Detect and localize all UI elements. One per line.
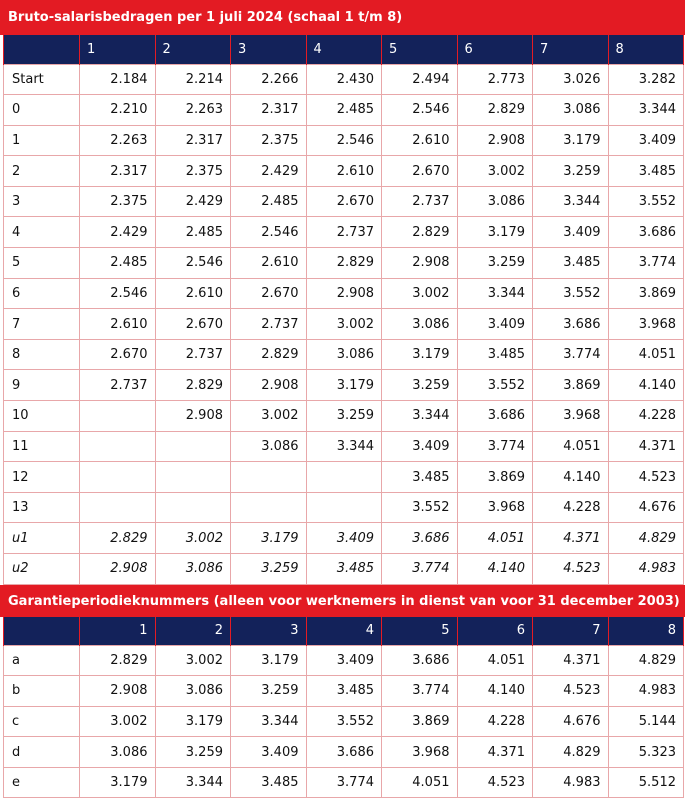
table-cell: 3.259: [231, 554, 307, 585]
table-cell: 3.179: [533, 125, 609, 156]
table-row: [4, 248, 684, 279]
table-cell: 2.263: [155, 95, 231, 126]
table-cell: [80, 492, 156, 523]
table-cell: 2.773: [457, 64, 533, 95]
row-label: b: [4, 676, 80, 707]
table-cell: 3.774: [382, 676, 458, 707]
table-row: [4, 156, 684, 187]
table-cell: 3.344: [533, 186, 609, 217]
table-cell: 3.686: [306, 737, 382, 768]
table-cell: 2.266: [231, 64, 307, 95]
table-cell: 3.869: [533, 370, 609, 401]
row-label: 10: [4, 401, 80, 432]
table-cell: 3.282: [608, 64, 684, 95]
table-cell: 2.546: [231, 217, 307, 248]
row-label: 7: [4, 309, 80, 340]
header-cell-scale-5: 5: [382, 35, 458, 64]
row-label: 9: [4, 370, 80, 401]
table-cell: 4.228: [608, 401, 684, 432]
table-cell: 2.485: [231, 186, 307, 217]
table-row: [4, 492, 684, 523]
table-row: [4, 186, 684, 217]
table-row: [4, 737, 684, 768]
table-cell: 3.552: [608, 186, 684, 217]
table-cell: 3.086: [80, 737, 156, 768]
table-cell: [80, 401, 156, 432]
row-label: 13: [4, 492, 80, 523]
table-cell: 2.429: [155, 186, 231, 217]
table-cell: 2.829: [155, 370, 231, 401]
table-cell: [80, 462, 156, 493]
table-cell: 2.829: [80, 645, 156, 676]
header-cell-scale-8: 8: [608, 35, 684, 64]
table-cell: 3.774: [382, 554, 458, 585]
table-cell: 4.051: [608, 339, 684, 370]
row-label: 1: [4, 125, 80, 156]
table-cell: 2.737: [306, 217, 382, 248]
table-cell: 2.737: [80, 370, 156, 401]
table-row: [4, 217, 684, 248]
header-cell-scale-4: 4: [306, 617, 382, 645]
header-cell-scale-1: 1: [80, 35, 156, 64]
table-cell: 3.485: [306, 676, 382, 707]
guarantee-table-title: Garantieperiodieknummers (alleen voor werknemers in dienst van voor 31 december 2003): [0, 585, 685, 617]
table-cell: 3.002: [306, 309, 382, 340]
table-cell: 4.140: [608, 370, 684, 401]
table-cell: 3.002: [231, 401, 307, 432]
table-cell: 2.184: [80, 64, 156, 95]
table-row: [4, 554, 684, 585]
table-cell: 2.737: [382, 186, 458, 217]
table-cell: 2.485: [80, 248, 156, 279]
table-row: [4, 125, 684, 156]
table-cell: 3.774: [457, 431, 533, 462]
header-cell-scale-2: 2: [155, 35, 231, 64]
table-cell: 3.485: [533, 248, 609, 279]
table-row: [4, 523, 684, 554]
table-cell: 3.485: [231, 767, 307, 798]
table-cell: 2.610: [231, 248, 307, 279]
table-cell: 2.908: [457, 125, 533, 156]
table-row: [4, 401, 684, 432]
table-cell: 4.228: [533, 492, 609, 523]
table-cell: 4.523: [533, 676, 609, 707]
guarantee-table: [3, 617, 684, 798]
row-label: 11: [4, 431, 80, 462]
table-cell: 3.344: [231, 706, 307, 737]
table-cell: 3.344: [608, 95, 684, 126]
table-header-row: [4, 617, 684, 645]
table-cell: 4.051: [457, 645, 533, 676]
table-cell: 3.552: [382, 492, 458, 523]
table-cell: 3.774: [306, 767, 382, 798]
table-row: [4, 645, 684, 676]
table-cell: 2.829: [306, 248, 382, 279]
table-cell: 3.968: [608, 309, 684, 340]
table-cell: 4.228: [457, 706, 533, 737]
table-cell: 4.523: [608, 462, 684, 493]
table-cell: 2.610: [80, 309, 156, 340]
table-cell: 2.546: [382, 95, 458, 126]
table-cell: 4.829: [608, 645, 684, 676]
table-cell: 3.686: [382, 523, 458, 554]
row-label: a: [4, 645, 80, 676]
table-cell: 4.523: [533, 554, 609, 585]
table-cell: 2.214: [155, 64, 231, 95]
header-cell-scale-6: 6: [457, 35, 533, 64]
table-row: [4, 278, 684, 309]
table-cell: 2.485: [306, 95, 382, 126]
row-label: Start: [4, 64, 80, 95]
table-cell: 3.409: [306, 645, 382, 676]
table-cell: 2.429: [231, 156, 307, 187]
table-cell: 3.344: [382, 401, 458, 432]
table-cell: 2.829: [457, 95, 533, 126]
table-cell: [80, 431, 156, 462]
table-cell: 2.546: [80, 278, 156, 309]
table-cell: 5.323: [608, 737, 684, 768]
row-label: e: [4, 767, 80, 798]
table-cell: 2.908: [382, 248, 458, 279]
table-cell: 2.375: [80, 186, 156, 217]
header-cell-scale-3: 3: [231, 617, 307, 645]
table-cell: 3.409: [533, 217, 609, 248]
table-cell: 3.552: [306, 706, 382, 737]
table-cell: 3.344: [306, 431, 382, 462]
table-cell: [306, 492, 382, 523]
table-cell: 3.409: [231, 737, 307, 768]
table-cell: 2.670: [382, 156, 458, 187]
table-cell: 4.051: [382, 767, 458, 798]
table-cell: 3.774: [608, 248, 684, 279]
table-cell: 3.485: [457, 339, 533, 370]
table-cell: 3.485: [306, 554, 382, 585]
table-cell: 4.829: [608, 523, 684, 554]
table-cell: 2.546: [155, 248, 231, 279]
table-cell: 3.552: [457, 370, 533, 401]
table-cell: 4.371: [533, 523, 609, 554]
table-cell: 2.908: [155, 401, 231, 432]
table-row: [4, 309, 684, 340]
table-cell: 2.494: [382, 64, 458, 95]
table-row: [4, 767, 684, 798]
table-cell: 2.737: [155, 339, 231, 370]
table-cell: 4.983: [608, 676, 684, 707]
table-cell: 3.968: [533, 401, 609, 432]
table-cell: 4.676: [608, 492, 684, 523]
table-cell: 3.409: [306, 523, 382, 554]
table-cell: 3.086: [231, 431, 307, 462]
table-cell: 3.259: [382, 370, 458, 401]
table-cell: [306, 462, 382, 493]
table-cell: 3.485: [382, 462, 458, 493]
table-cell: 4.676: [533, 706, 609, 737]
table-row: [4, 370, 684, 401]
table-cell: 3.002: [155, 645, 231, 676]
table-cell: 4.051: [533, 431, 609, 462]
row-label: 3: [4, 186, 80, 217]
table-cell: 3.686: [382, 645, 458, 676]
table-row: [4, 339, 684, 370]
table-cell: 2.908: [80, 554, 156, 585]
row-label: 4: [4, 217, 80, 248]
table-row: [4, 462, 684, 493]
table-cell: 3.179: [231, 523, 307, 554]
table-cell: 2.670: [231, 278, 307, 309]
table-cell: 4.140: [457, 554, 533, 585]
table-cell: 3.179: [306, 370, 382, 401]
table-cell: 2.263: [80, 125, 156, 156]
table-cell: 3.259: [231, 676, 307, 707]
table-cell: [155, 462, 231, 493]
table-cell: 3.869: [608, 278, 684, 309]
table-cell: 2.210: [80, 95, 156, 126]
table-cell: 3.179: [382, 339, 458, 370]
table-cell: 3.686: [457, 401, 533, 432]
table-cell: 3.086: [155, 676, 231, 707]
table-cell: [155, 492, 231, 523]
table-cell: 3.409: [608, 125, 684, 156]
table-cell: 2.317: [80, 156, 156, 187]
table-cell: 3.259: [155, 737, 231, 768]
table-cell: 2.908: [306, 278, 382, 309]
table-row: [4, 706, 684, 737]
header-cell-scale-4: 4: [306, 35, 382, 64]
header-cell-scale-7: 7: [533, 617, 609, 645]
table-cell: 3.086: [382, 309, 458, 340]
table-cell: 3.344: [457, 278, 533, 309]
table-cell: 2.610: [382, 125, 458, 156]
row-label: 2: [4, 156, 80, 187]
table-cell: 2.670: [155, 309, 231, 340]
row-label: d: [4, 737, 80, 768]
table-cell: 3.086: [306, 339, 382, 370]
table-cell: 2.610: [155, 278, 231, 309]
table-cell: 3.026: [533, 64, 609, 95]
table-cell: 4.371: [457, 737, 533, 768]
table-cell: 4.140: [457, 676, 533, 707]
table-cell: 4.829: [533, 737, 609, 768]
row-label: 12: [4, 462, 80, 493]
salary-table: [3, 35, 684, 585]
row-label: u1: [4, 523, 80, 554]
table-cell: 2.485: [155, 217, 231, 248]
table-cell: 3.968: [382, 737, 458, 768]
row-label: 6: [4, 278, 80, 309]
table-cell: [155, 431, 231, 462]
table-cell: 2.908: [231, 370, 307, 401]
table-cell: 3.179: [155, 706, 231, 737]
table-cell: 2.610: [306, 156, 382, 187]
header-cell-scale-8: 8: [608, 617, 684, 645]
table-cell: [231, 462, 307, 493]
table-cell: 3.259: [306, 401, 382, 432]
table-cell: 3.686: [608, 217, 684, 248]
table-cell: 3.179: [80, 767, 156, 798]
table-cell: 2.429: [80, 217, 156, 248]
table-cell: 2.546: [306, 125, 382, 156]
row-label: c: [4, 706, 80, 737]
header-cell-scale-2: 2: [155, 617, 231, 645]
table-cell: 4.983: [608, 554, 684, 585]
table-cell: 2.670: [80, 339, 156, 370]
header-cell-blank: [4, 617, 80, 645]
row-label: 0: [4, 95, 80, 126]
header-cell-scale-1: 1: [80, 617, 156, 645]
table-cell: 2.375: [155, 156, 231, 187]
table-cell: 2.430: [306, 64, 382, 95]
table-cell: 3.179: [231, 645, 307, 676]
table-cell: 2.670: [306, 186, 382, 217]
header-cell-blank: [4, 35, 80, 64]
header-cell-scale-6: 6: [457, 617, 533, 645]
table-cell: 3.686: [533, 309, 609, 340]
table-cell: 3.002: [382, 278, 458, 309]
row-label: 5: [4, 248, 80, 279]
table-cell: 3.869: [457, 462, 533, 493]
table-cell: 3.259: [457, 248, 533, 279]
table-cell: 4.140: [533, 462, 609, 493]
table-row: [4, 431, 684, 462]
table-cell: 2.317: [231, 95, 307, 126]
table-cell: 3.002: [155, 523, 231, 554]
table-cell: 3.344: [155, 767, 231, 798]
table-cell: 3.485: [608, 156, 684, 187]
table-cell: 3.409: [382, 431, 458, 462]
salary-table-title: Bruto-salarisbedragen per 1 juli 2024 (schaal 1 t/m 8): [0, 0, 685, 35]
table-cell: 3.259: [533, 156, 609, 187]
row-label: u2: [4, 554, 80, 585]
table-cell: 5.512: [608, 767, 684, 798]
table-cell: 3.086: [533, 95, 609, 126]
table-cell: 3.086: [457, 186, 533, 217]
table-cell: 3.002: [80, 706, 156, 737]
table-cell: 2.829: [382, 217, 458, 248]
table-cell: [231, 492, 307, 523]
header-cell-scale-3: 3: [231, 35, 307, 64]
header-cell-scale-7: 7: [533, 35, 609, 64]
table-cell: 4.983: [533, 767, 609, 798]
table-cell: 3.002: [457, 156, 533, 187]
table-cell: 3.774: [533, 339, 609, 370]
table-cell: 3.086: [155, 554, 231, 585]
table-row: [4, 64, 684, 95]
table-cell: 4.371: [533, 645, 609, 676]
table-cell: 3.869: [382, 706, 458, 737]
table-cell: 3.552: [533, 278, 609, 309]
row-label: 8: [4, 339, 80, 370]
header-cell-scale-5: 5: [382, 617, 458, 645]
table-cell: 3.968: [457, 492, 533, 523]
table-cell: 5.144: [608, 706, 684, 737]
table-cell: 3.409: [457, 309, 533, 340]
table-cell: 4.523: [457, 767, 533, 798]
table-cell: 4.371: [608, 431, 684, 462]
table-row: [4, 95, 684, 126]
table-cell: 2.829: [231, 339, 307, 370]
table-cell: 2.375: [231, 125, 307, 156]
table-cell: 2.737: [231, 309, 307, 340]
table-cell: 2.908: [80, 676, 156, 707]
table-cell: 2.317: [155, 125, 231, 156]
table-cell: 4.051: [457, 523, 533, 554]
table-cell: 3.179: [457, 217, 533, 248]
table-cell: 2.829: [80, 523, 156, 554]
table-header-row: [4, 35, 684, 64]
table-row: [4, 676, 684, 707]
